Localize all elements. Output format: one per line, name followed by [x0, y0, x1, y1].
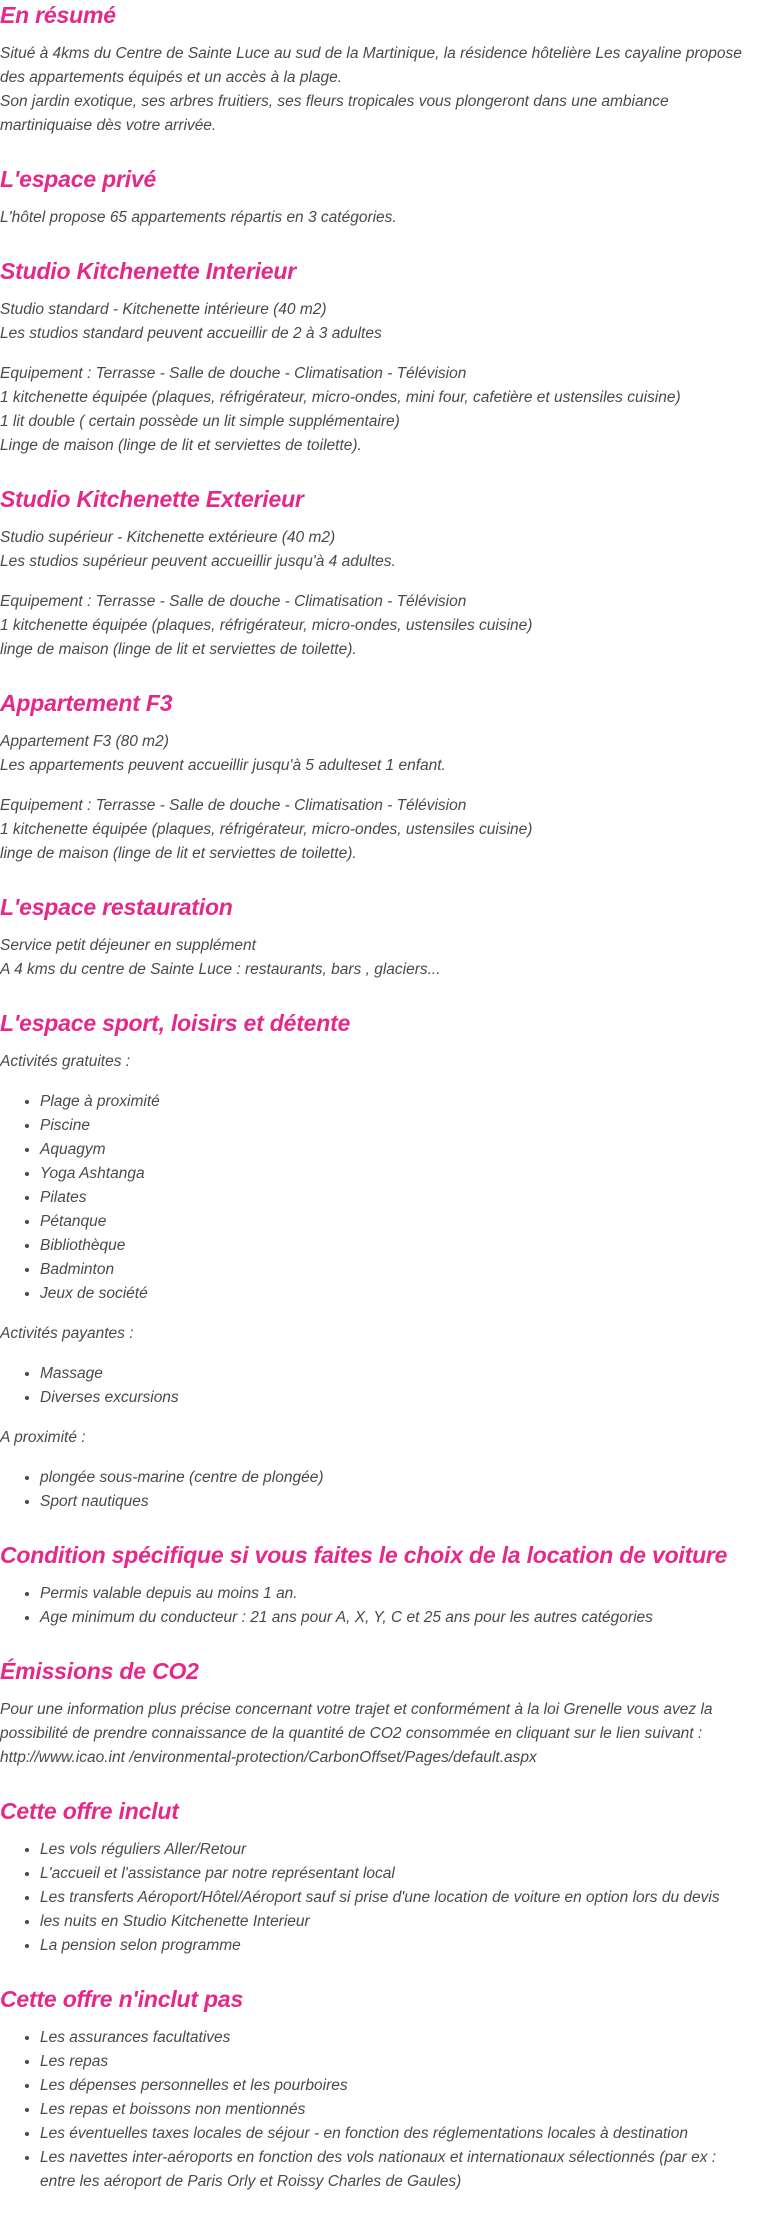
list-item: • Sport nautiques	[40, 1490, 754, 1514]
list-item: • Les éventuelles taxes locales de séjour - en fonction des réglementations locales à destination	[40, 2122, 754, 2146]
appartement-f3-equipement	[0, 794, 754, 866]
list-item: • L'accueil et l'assistance par notre représentant local	[40, 1862, 754, 1886]
section-title-condition: Condition spécifique si vous faites le choix de la location de voiture	[0, 1542, 728, 1568]
list-item: • plongée sous-marine (centre de plongée)	[40, 1466, 754, 1490]
equip-line: 1 kitchenette équipée (plaques, réfrigérateur, micro-ondes, mini four, cafetière et ustensiles cuisine)	[0, 389, 681, 406]
list-item: • Aquagym	[40, 1138, 754, 1162]
section-title-appartement-f3: Appartement F3	[0, 690, 173, 716]
section-title-studio-interieur: Studio Kitchenette Interieur	[0, 258, 296, 284]
list-item: • Permis valable depuis au moins 1 an.	[40, 1582, 754, 1606]
list-item: • Pilates	[40, 1186, 754, 1210]
restauration-line: Service petit déjeuner en supplément	[0, 937, 256, 954]
equip-line: linge de maison (linge de lit et serviettes de toilette).	[0, 641, 357, 658]
section-title-espace-prive: L'espace privé	[0, 166, 157, 192]
list-item: • Jeux de société	[40, 1282, 754, 1306]
section-sport	[0, 1008, 754, 1514]
studio-exterieur-equipement	[0, 590, 754, 662]
espace-prive-text: L'hôtel propose 65 appartements répartis en 3 catégories.	[0, 209, 397, 226]
proximite-list	[0, 1466, 754, 1514]
list-item: • Massage	[40, 1362, 754, 1386]
section-offre-inclut-pas	[0, 1984, 754, 2194]
studio-interieur-intro	[0, 298, 754, 346]
co2-text: Pour une information plus précise concernant votre trajet et conformément à la loi Grenelle vous avez la possibilité de prendre connaissance de la quantité de CO2 consommée en cliquant sur le lien suivant : http://www.icao.int /environmental-protection/CarbonOffset/Pages/default.aspx	[0, 1701, 713, 1766]
intro-line: Studio supérieur - Kitchenette extérieure (40 m2)	[0, 529, 336, 546]
list-item: • Pétanque	[40, 1210, 754, 1234]
offre-inclut-pas-list	[0, 2026, 754, 2194]
intro-line: Les studios standard peuvent accueillir de 2 à 3 adultes	[0, 325, 382, 342]
section-title-offre-inclut: Cette offre inclut	[0, 1798, 179, 1824]
activites-payantes-label: Activités payantes :	[0, 1325, 134, 1342]
list-item: • Les dépenses personnelles et les pourboires	[40, 2074, 754, 2098]
equip-line: Equipement : Terrasse - Salle de douche - Climatisation - Télévision	[0, 797, 467, 814]
equip-line: Linge de maison (linge de lit et serviettes de toilette).	[0, 437, 362, 454]
appartement-f3-intro	[0, 730, 754, 778]
offre-inclut-list	[0, 1838, 754, 1958]
resume-text	[0, 42, 754, 138]
section-espace-prive	[0, 164, 754, 230]
list-item: • Les vols réguliers Aller/Retour	[40, 1838, 754, 1862]
restauration-line: A 4 kms du centre de Sainte Luce : restaurants, bars , glaciers...	[0, 961, 441, 978]
list-item: • les nuits en Studio Kitchenette Interieur	[40, 1910, 754, 1934]
list-item: • La pension selon programme	[40, 1934, 754, 1958]
section-title-restauration: L'espace restauration	[0, 894, 233, 920]
section-studio-exterieur	[0, 484, 754, 662]
equip-line: 1 kitchenette équipée (plaques, réfrigérateur, micro-ondes, ustensiles cuisine)	[0, 617, 533, 634]
intro-line: Les appartements peuvent accueillir jusqu'à 5 adulteset 1 enfant.	[0, 757, 446, 774]
equip-line: Equipement : Terrasse - Salle de douche - Climatisation - Télévision	[0, 365, 467, 382]
activites-payantes-list	[0, 1362, 754, 1410]
studio-exterieur-intro	[0, 526, 754, 574]
resume-line: Situé à 4kms du Centre de Sainte Luce au sud de la Martinique, la résidence hôtelière Les cayaline propose des appartements équipés et un accès à la plage.	[0, 45, 742, 86]
intro-line: Studio standard - Kitchenette intérieure (40 m2)	[0, 301, 327, 318]
list-item: • Piscine	[40, 1114, 754, 1138]
equip-line: 1 lit double ( certain possède un lit simple supplémentaire)	[0, 413, 400, 430]
section-title-resume: En résumé	[0, 2, 116, 28]
list-item: • Les repas	[40, 2050, 754, 2074]
section-studio-interieur	[0, 256, 754, 458]
section-title-co2: Émissions de CO2	[0, 1658, 199, 1684]
list-item: • Yoga Ashtanga	[40, 1162, 754, 1186]
intro-line: Les studios supérieur peuvent accueillir jusqu'à 4 adultes.	[0, 553, 396, 570]
list-item: • Les navettes inter-aéroports en fonction des vols nationaux et internationaux sélectionnés (par ex : entre les aéroport de Paris Orly et Roissy Charles de Gaules)	[40, 2146, 754, 2194]
section-offre-inclut	[0, 1796, 754, 1958]
condition-list	[0, 1582, 754, 1630]
proximite-label: A proximité :	[0, 1429, 86, 1446]
activites-gratuites-list	[0, 1090, 754, 1306]
list-item: • Les transferts Aéroport/Hôtel/Aéroport sauf si prise d'une location de voiture en option lors du devis	[40, 1886, 754, 1910]
list-item: • Les repas et boissons non mentionnés	[40, 2098, 754, 2122]
intro-line: Appartement F3 (80 m2)	[0, 733, 169, 750]
list-item: • Bibliothèque	[40, 1234, 754, 1258]
section-resume	[0, 0, 754, 138]
section-restauration	[0, 892, 754, 982]
section-co2	[0, 1656, 754, 1770]
list-item: • Badminton	[40, 1258, 754, 1282]
list-item: • Diverses excursions	[40, 1386, 754, 1410]
section-title-sport: L'espace sport, loisirs et détente	[0, 1010, 351, 1036]
section-title-offre-inclut-pas: Cette offre n'inclut pas	[0, 1986, 244, 2012]
resume-line: Son jardin exotique, ses arbres fruitiers, ses fleurs tropicales vous plongeront dans une ambiance martiniquaise dès votre arrivée.	[0, 93, 669, 134]
equip-line: linge de maison (linge de lit et serviettes de toilette).	[0, 845, 357, 862]
section-condition-location	[0, 1540, 754, 1630]
section-title-studio-exterieur: Studio Kitchenette Exterieur	[0, 486, 304, 512]
list-item: • Plage à proximité	[40, 1090, 754, 1114]
list-item: • Age minimum du conducteur : 21 ans pour A, X, Y, C et 25 ans pour les autres catégories	[40, 1606, 754, 1630]
list-item: • Les assurances facultatives	[40, 2026, 754, 2050]
studio-interieur-equipement	[0, 362, 754, 458]
equip-line: Equipement : Terrasse - Salle de douche - Climatisation - Télévision	[0, 593, 467, 610]
restauration-text	[0, 934, 754, 982]
activites-gratuites-label: Activités gratuites :	[0, 1053, 131, 1070]
section-appartement-f3	[0, 688, 754, 866]
equip-line: 1 kitchenette équipée (plaques, réfrigérateur, micro-ondes, ustensiles cuisine)	[0, 821, 533, 838]
